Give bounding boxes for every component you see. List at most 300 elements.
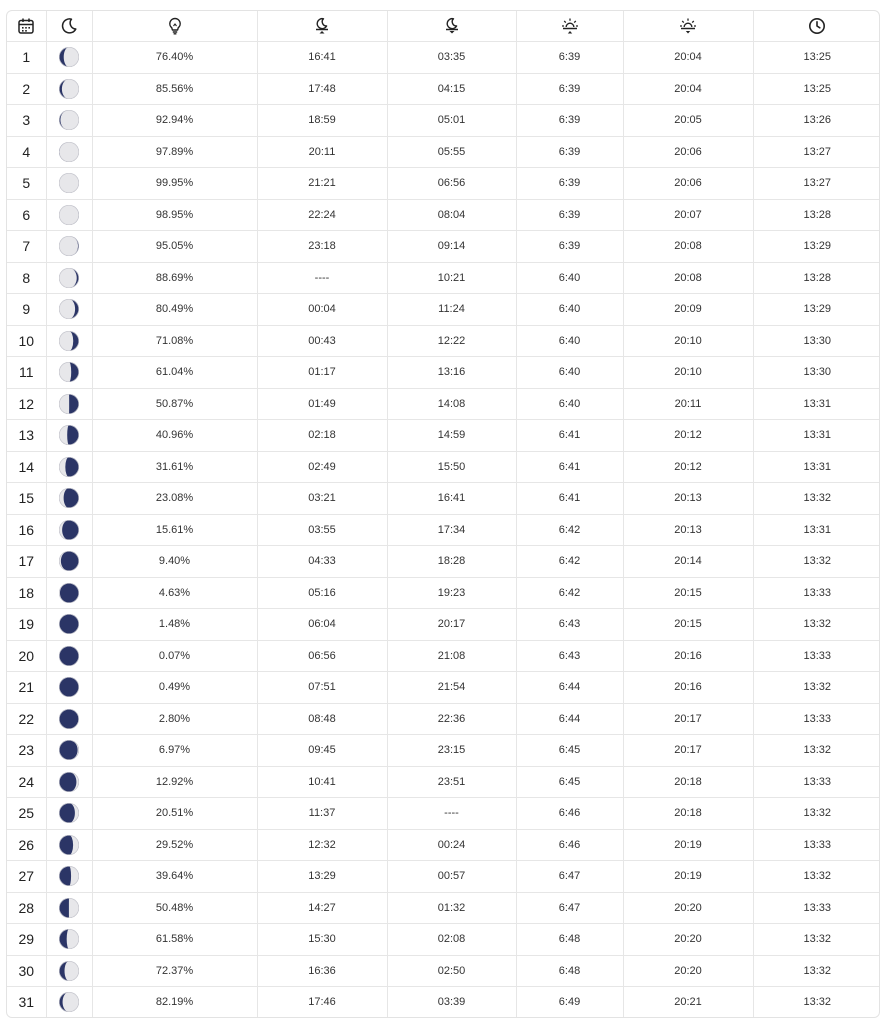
illumination-cell: 2.80% <box>92 703 257 735</box>
moonset-cell: 12:22 <box>387 325 516 357</box>
moon-phase-icon <box>58 708 80 730</box>
day-cell: 8 <box>7 262 46 294</box>
moon-calendar-table <box>7 11 880 1018</box>
sunrise-cell: 6:39 <box>516 231 623 263</box>
moonrise-cell: 10:41 <box>257 766 387 798</box>
sunrise-cell: 6:46 <box>516 798 623 830</box>
moon-phase-icon <box>58 645 80 667</box>
table-row <box>7 262 880 294</box>
moonrise-cell: ---- <box>257 262 387 294</box>
table-row <box>7 987 880 1018</box>
sunset-cell: 20:07 <box>623 199 753 231</box>
moonrise-cell: 20:11 <box>257 136 387 168</box>
sunset-cell: 20:08 <box>623 231 753 263</box>
moon-phase-cell <box>46 483 92 515</box>
day-cell: 15 <box>7 483 46 515</box>
header-sunrise[interactable] <box>516 11 623 42</box>
illumination-cell: 80.49% <box>92 294 257 326</box>
table-row <box>7 609 880 641</box>
moon-phase-icon <box>58 172 80 194</box>
illumination-cell: 71.08% <box>92 325 257 357</box>
moon-phase-icon <box>58 235 80 257</box>
sunrise-cell: 6:42 <box>516 546 623 578</box>
table-row <box>7 357 880 389</box>
sunset-cell: 20:04 <box>623 42 753 74</box>
illumination-cell: 20.51% <box>92 798 257 830</box>
moon-phase-cell <box>46 766 92 798</box>
moonset-cell: 05:01 <box>387 105 516 137</box>
calendar-icon <box>17 17 35 35</box>
moon-phase-cell <box>46 987 92 1018</box>
day-cell: 26 <box>7 829 46 861</box>
moon-phase-cell <box>46 829 92 861</box>
sunset-cell: 20:19 <box>623 861 753 893</box>
sunrise-cell: 6:48 <box>516 955 623 987</box>
daylength-cell: 13:33 <box>753 766 880 798</box>
table-row <box>7 703 880 735</box>
sunrise-cell: 6:39 <box>516 42 623 74</box>
moon-phase-cell <box>46 955 92 987</box>
sunset-cell: 20:16 <box>623 640 753 672</box>
moonset-cell: 23:51 <box>387 766 516 798</box>
sunrise-cell: 6:49 <box>516 987 623 1018</box>
sunset-cell: 20:10 <box>623 325 753 357</box>
sunrise-cell: 6:39 <box>516 105 623 137</box>
day-cell: 29 <box>7 924 46 956</box>
moon-phase-icon <box>58 960 80 982</box>
moonrise-cell: 08:48 <box>257 703 387 735</box>
table-row <box>7 798 880 830</box>
daylength-cell: 13:29 <box>753 294 880 326</box>
daylength-cell: 13:31 <box>753 388 880 420</box>
sunset-cell: 20:10 <box>623 357 753 389</box>
sunrise-cell: 6:40 <box>516 325 623 357</box>
table-row <box>7 892 880 924</box>
sunrise-cell: 6:47 <box>516 892 623 924</box>
daylength-cell: 13:31 <box>753 514 880 546</box>
day-cell: 14 <box>7 451 46 483</box>
header-day[interactable] <box>7 11 46 42</box>
header-moonset[interactable] <box>387 11 516 42</box>
daylength-cell: 13:31 <box>753 420 880 452</box>
sunrise-cell: 6:45 <box>516 735 623 767</box>
moonrise-cell: 09:45 <box>257 735 387 767</box>
moonset-cell: 01:32 <box>387 892 516 924</box>
illumination-cell: 95.05% <box>92 231 257 263</box>
moon-phase-icon <box>58 613 80 635</box>
sunrise-cell: 6:43 <box>516 609 623 641</box>
moon-phase-cell <box>46 168 92 200</box>
moonrise-cell: 18:59 <box>257 105 387 137</box>
moonrise-cell: 15:30 <box>257 924 387 956</box>
day-cell: 21 <box>7 672 46 704</box>
moonset-cell: 11:24 <box>387 294 516 326</box>
moon-phase-icon <box>58 424 80 446</box>
illumination-cell: 85.56% <box>92 73 257 105</box>
moonrise-cell: 17:48 <box>257 73 387 105</box>
daylength-cell: 13:32 <box>753 672 880 704</box>
table-row <box>7 861 880 893</box>
moon-phase-icon <box>58 550 80 572</box>
lightbulb-illumination-icon <box>166 17 184 35</box>
sunrise-cell: 6:40 <box>516 388 623 420</box>
daylength-cell: 13:26 <box>753 105 880 137</box>
day-cell: 24 <box>7 766 46 798</box>
header-daylength[interactable] <box>753 11 880 42</box>
daylength-cell: 13:30 <box>753 325 880 357</box>
illumination-cell: 12.92% <box>92 766 257 798</box>
moonset-cell: 19:23 <box>387 577 516 609</box>
moonset-cell: ---- <box>387 798 516 830</box>
moonset-cell: 04:15 <box>387 73 516 105</box>
daylength-cell: 13:32 <box>753 798 880 830</box>
moonrise-icon <box>313 17 331 35</box>
table-header-row <box>7 11 880 42</box>
day-cell: 28 <box>7 892 46 924</box>
moonset-cell: 21:08 <box>387 640 516 672</box>
illumination-cell: 97.89% <box>92 136 257 168</box>
table-row <box>7 420 880 452</box>
moon-phase-cell <box>46 262 92 294</box>
sunset-cell: 20:17 <box>623 735 753 767</box>
table-row <box>7 231 880 263</box>
header-moonrise[interactable] <box>257 11 387 42</box>
moonrise-cell: 14:27 <box>257 892 387 924</box>
moon-phase-cell <box>46 357 92 389</box>
moonrise-cell: 00:43 <box>257 325 387 357</box>
moonrise-cell: 21:21 <box>257 168 387 200</box>
day-cell: 16 <box>7 514 46 546</box>
moon-phase-icon <box>58 771 80 793</box>
table-row <box>7 577 880 609</box>
sunrise-cell: 6:39 <box>516 199 623 231</box>
moon-phase-cell <box>46 388 92 420</box>
moon-phase-icon <box>58 298 80 320</box>
daylength-cell: 13:33 <box>753 640 880 672</box>
moon-phase-cell <box>46 420 92 452</box>
day-cell: 30 <box>7 955 46 987</box>
moon-phase-cell <box>46 105 92 137</box>
moon-phase-cell <box>46 640 92 672</box>
moonset-cell: 15:50 <box>387 451 516 483</box>
moon-phase-cell <box>46 231 92 263</box>
moonrise-cell: 00:04 <box>257 294 387 326</box>
sunset-cell: 20:16 <box>623 672 753 704</box>
sunset-cell: 20:14 <box>623 546 753 578</box>
sunrise-cell: 6:39 <box>516 73 623 105</box>
day-cell: 9 <box>7 294 46 326</box>
day-cell: 1 <box>7 42 46 74</box>
day-cell: 31 <box>7 987 46 1018</box>
illumination-cell: 40.96% <box>92 420 257 452</box>
moonset-cell: 03:39 <box>387 987 516 1018</box>
table-row <box>7 105 880 137</box>
moonset-cell: 13:16 <box>387 357 516 389</box>
moonrise-cell: 03:55 <box>257 514 387 546</box>
daylength-cell: 13:32 <box>753 955 880 987</box>
day-cell: 19 <box>7 609 46 641</box>
moonrise-cell: 01:17 <box>257 357 387 389</box>
table-row <box>7 640 880 672</box>
moon-phase-icon <box>58 330 80 352</box>
sunrise-cell: 6:41 <box>516 420 623 452</box>
table-row <box>7 546 880 578</box>
sunrise-cell: 6:39 <box>516 168 623 200</box>
moonset-cell: 02:08 <box>387 924 516 956</box>
sunset-cell: 20:20 <box>623 892 753 924</box>
day-cell: 6 <box>7 199 46 231</box>
table-row <box>7 388 880 420</box>
moonrise-cell: 06:56 <box>257 640 387 672</box>
table-row <box>7 735 880 767</box>
moonrise-cell: 03:21 <box>257 483 387 515</box>
sunrise-cell: 6:39 <box>516 136 623 168</box>
daylength-cell: 13:32 <box>803 996 832 1009</box>
day-cell: 22 <box>7 703 46 735</box>
illumination-cell: 50.48% <box>92 892 257 924</box>
moon-phase-icon <box>58 456 80 478</box>
moon-phase-cell <box>46 73 92 105</box>
illumination-cell: 0.07% <box>92 640 257 672</box>
illumination-cell: 72.37% <box>92 955 257 987</box>
sunset-cell: 20:20 <box>623 924 753 956</box>
daylength-cell: 13:28 <box>753 199 880 231</box>
moon-phase-icon <box>58 109 80 131</box>
moonrise-cell: 07:51 <box>257 672 387 704</box>
sunrise-cell: 6:40 <box>516 294 623 326</box>
sunrise-cell: 6:45 <box>516 766 623 798</box>
day-cell: 3 <box>7 105 46 137</box>
daylength-cell: 13:25 <box>753 73 880 105</box>
illumination-cell: 9.40% <box>92 546 257 578</box>
moonrise-cell: 11:37 <box>257 798 387 830</box>
daylength-cell: 13:32 <box>753 861 880 893</box>
sunrise-cell: 6:42 <box>516 514 623 546</box>
sunrise-cell: 6:48 <box>516 924 623 956</box>
header-phase[interactable] <box>46 11 92 42</box>
sunset-cell: 20:15 <box>623 577 753 609</box>
moonrise-cell: 13:29 <box>257 861 387 893</box>
illumination-cell: 92.94% <box>92 105 257 137</box>
illumination-cell: 98.95% <box>92 199 257 231</box>
illumination-cell: 1.48% <box>92 609 257 641</box>
moon-phase-cell <box>46 609 92 641</box>
daylength-cell: 13:32 <box>753 609 880 641</box>
day-cell: 25 <box>7 798 46 830</box>
moonrise-cell: 02:49 <box>257 451 387 483</box>
sunset-cell: 20:08 <box>623 262 753 294</box>
sunset-cell: 20:06 <box>623 168 753 200</box>
moonrise-cell: 16:41 <box>257 42 387 74</box>
table-row <box>7 325 880 357</box>
table-row <box>7 451 880 483</box>
sunset-cell: 20:09 <box>623 294 753 326</box>
moon-phase-cell <box>46 735 92 767</box>
moon-phase-cell <box>46 892 92 924</box>
table-row <box>7 483 880 515</box>
daylength-cell: 13:32 <box>753 546 880 578</box>
daylength-cell: 13:25 <box>753 42 880 74</box>
moonset-icon <box>443 17 461 35</box>
illumination-cell: 6.97% <box>92 735 257 767</box>
sunset-cell: 20:20 <box>623 955 753 987</box>
moon-phase-cell <box>46 546 92 578</box>
moon-phase-cell <box>46 42 92 74</box>
sunrise-cell: 6:41 <box>516 451 623 483</box>
moon-phase-icon <box>58 991 80 1013</box>
table-row <box>7 672 880 704</box>
moon-phase-cell <box>46 514 92 546</box>
sunrise-cell: 6:43 <box>516 640 623 672</box>
daylength-cell: 13:32 <box>753 735 880 767</box>
moonrise-cell: 17:46 <box>257 987 387 1018</box>
moon-phase-icon <box>58 834 80 856</box>
sunset-cell: 20:12 <box>623 451 753 483</box>
moon-phase-icon <box>58 865 80 887</box>
daylength-cell: 13:33 <box>753 703 880 735</box>
moonrise-cell: 01:49 <box>257 388 387 420</box>
day-cell: 11 <box>7 357 46 389</box>
moon-phase-cell <box>46 703 92 735</box>
moonrise-cell: 04:33 <box>257 546 387 578</box>
moon-phase-cell <box>46 672 92 704</box>
moonrise-cell: 12:32 <box>257 829 387 861</box>
moon-phase-icon <box>58 141 80 163</box>
daylength-cell: 13:27 <box>753 136 880 168</box>
table-body <box>7 42 880 1018</box>
sunrise-cell: 6:41 <box>516 483 623 515</box>
day-cell: 27 <box>7 861 46 893</box>
table-row <box>7 168 880 200</box>
moon-phase-cell <box>46 451 92 483</box>
moonset-cell: 00:57 <box>387 861 516 893</box>
moonset-cell: 08:04 <box>387 199 516 231</box>
day-cell: 23 <box>7 735 46 767</box>
illumination-cell: 15.61% <box>92 514 257 546</box>
table-row <box>7 766 880 798</box>
daylength-cell: 13:31 <box>753 451 880 483</box>
sunset-cell: 20:19 <box>623 829 753 861</box>
daylength-cell: 13:32 <box>753 483 880 515</box>
illumination-cell: 61.58% <box>92 924 257 956</box>
moon-phase-icon <box>58 676 80 698</box>
moon-phase-cell <box>46 924 92 956</box>
sunset-cell: 20:18 <box>623 798 753 830</box>
day-cell: 2 <box>7 73 46 105</box>
moon-calendar-table-container <box>6 10 880 1018</box>
sunset-cell: 20:15 <box>623 609 753 641</box>
moonrise-cell: 16:36 <box>257 955 387 987</box>
illumination-cell: 76.40% <box>92 42 257 74</box>
sunrise-cell: 6:40 <box>516 357 623 389</box>
sunrise-cell: 6:44 <box>516 703 623 735</box>
moon-phase-cell <box>46 325 92 357</box>
sunrise-cell: 6:44 <box>516 672 623 704</box>
moonset-cell: 02:50 <box>387 955 516 987</box>
sunrise-cell: 6:46 <box>516 829 623 861</box>
moon-phase-cell <box>46 199 92 231</box>
header-sunset[interactable] <box>623 11 753 42</box>
sunset-cell: 20:21 <box>623 987 753 1018</box>
illumination-cell: 4.63% <box>92 577 257 609</box>
moonrise-cell: 23:18 <box>257 231 387 263</box>
moonset-cell: 20:17 <box>387 609 516 641</box>
clock-daylength-icon <box>808 17 826 35</box>
header-illumination[interactable] <box>92 11 257 42</box>
moonset-cell: 14:08 <box>387 388 516 420</box>
moonrise-cell: 22:24 <box>257 199 387 231</box>
sunset-cell: 20:13 <box>623 483 753 515</box>
illumination-cell: 61.04% <box>92 357 257 389</box>
table-row <box>7 42 880 74</box>
moonset-cell: 21:54 <box>387 672 516 704</box>
moon-phase-icon <box>58 802 80 824</box>
moon-phase-cell <box>46 861 92 893</box>
moonset-cell: 17:34 <box>387 514 516 546</box>
table-row <box>7 199 880 231</box>
daylength-cell: 13:32 <box>753 924 880 956</box>
day-cell: 17 <box>7 546 46 578</box>
daylength-cell: 13:29 <box>753 231 880 263</box>
moonset-cell: 03:35 <box>387 42 516 74</box>
day-cell: 4 <box>7 136 46 168</box>
moon-phase-icon <box>58 928 80 950</box>
moonset-cell: 00:24 <box>387 829 516 861</box>
day-cell: 20 <box>7 640 46 672</box>
sunset-cell: 20:06 <box>623 136 753 168</box>
illumination-cell: 31.61% <box>92 451 257 483</box>
day-cell: 13 <box>7 420 46 452</box>
moon-phase-cell <box>46 136 92 168</box>
daylength-cell: 13:27 <box>753 168 880 200</box>
moon-phase-cell <box>46 294 92 326</box>
moon-phase-icon <box>58 361 80 383</box>
illumination-cell: 88.69% <box>92 262 257 294</box>
day-cell: 10 <box>7 325 46 357</box>
moon-phase-icon <box>58 487 80 509</box>
illumination-cell: 39.64% <box>92 861 257 893</box>
moonset-cell: 09:14 <box>387 231 516 263</box>
day-cell: 12 <box>7 388 46 420</box>
table-row <box>7 829 880 861</box>
sunrise-cell: 6:42 <box>516 577 623 609</box>
sunset-cell: 20:12 <box>623 420 753 452</box>
moonset-cell: 10:21 <box>387 262 516 294</box>
moon-phase-icon <box>58 739 80 761</box>
table-row <box>7 924 880 956</box>
sunset-cell: 20:13 <box>623 514 753 546</box>
daylength-cell: 13:33 <box>753 577 880 609</box>
sunrise-icon <box>561 17 579 35</box>
table-row <box>7 73 880 105</box>
illumination-cell: 99.95% <box>92 168 257 200</box>
moonset-cell: 14:59 <box>387 420 516 452</box>
moonset-cell: 06:56 <box>387 168 516 200</box>
moonset-cell: 16:41 <box>387 483 516 515</box>
sunset-cell: 20:11 <box>623 388 753 420</box>
moonset-cell: 18:28 <box>387 546 516 578</box>
table-row <box>7 136 880 168</box>
moon-phase-icon <box>58 46 80 68</box>
moon-phase-cell <box>46 798 92 830</box>
sunset-cell: 20:18 <box>623 766 753 798</box>
illumination-cell: 0.49% <box>92 672 257 704</box>
moonset-cell: 05:55 <box>387 136 516 168</box>
moon-phase-icon <box>58 582 80 604</box>
day-cell: 5 <box>7 168 46 200</box>
daylength-cell: 13:33 <box>753 892 880 924</box>
table-row <box>7 294 880 326</box>
